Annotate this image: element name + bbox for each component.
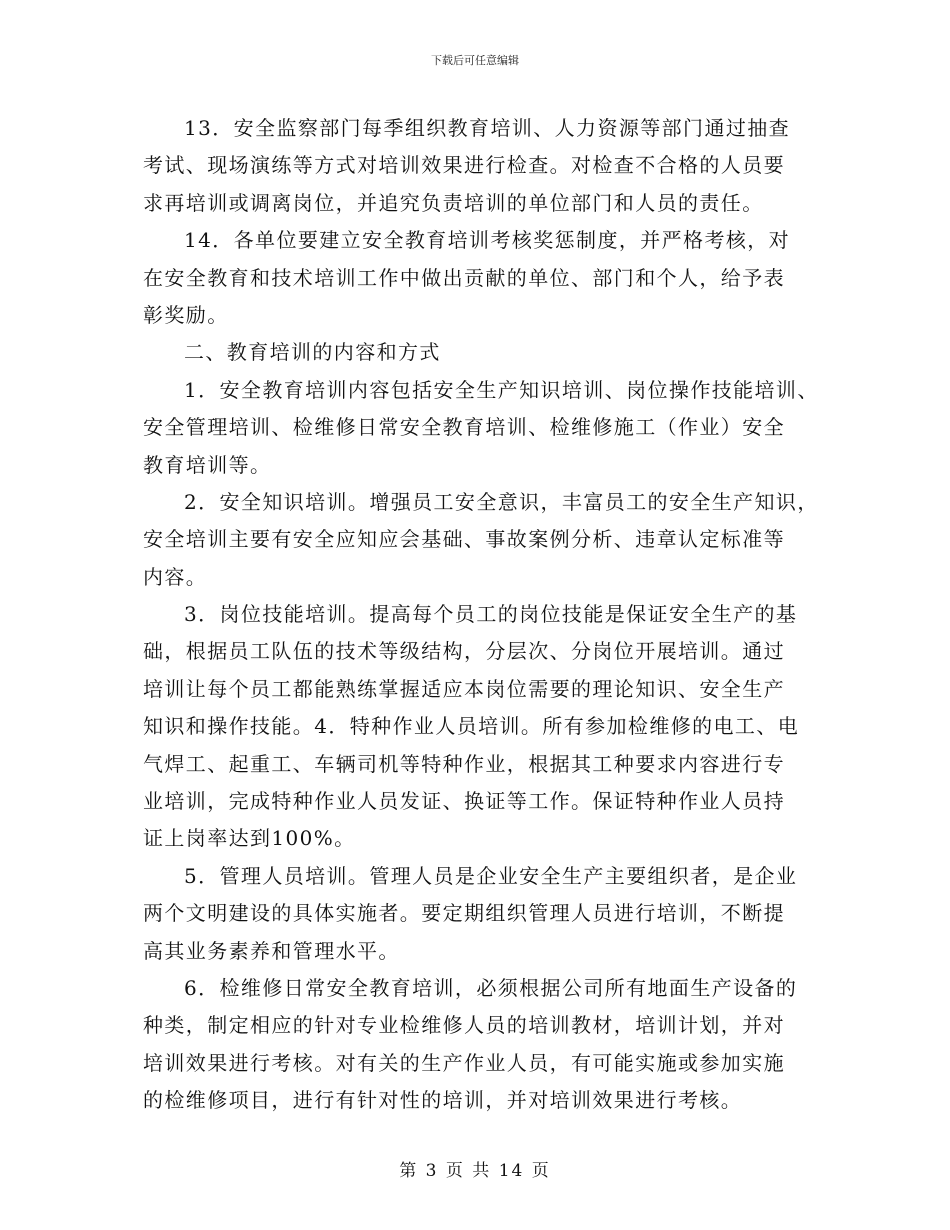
section-heading: 二、教育培训的内容和方式 [184, 340, 441, 365]
paragraph-line: 彰奖励。 [143, 302, 229, 327]
paragraph-line: 业培训，完成特种作业人员发证、换证等工作。保证特种作业人员持 [143, 789, 785, 814]
paragraph-line: 考试、现场演练等方式对培训效果进行检查。对检查不合格的人员要 [143, 153, 785, 178]
paragraph-line: 础，根据员工队伍的技术等级结构，分层次、分岗位开展培训。通过 [143, 639, 785, 664]
paragraph-line: 6．检维修日常安全教育培训，必须根据公司所有地面生产设备的 [184, 975, 798, 1000]
page-header: 下载后可任意编辑 [431, 54, 519, 67]
paragraph-line: 气焊工、起重工、车辆司机等特种作业，根据其工种要求内容进行专 [143, 751, 785, 776]
paragraph-line: 求再培训或调离岗位，并追究负责培训的单位部门和人员的责任。 [143, 190, 764, 215]
paragraph-line: 1．安全教育培训内容包括安全生产知识培训、岗位操作技能培训、 [184, 377, 819, 402]
page-number: 第 3 页 共 14 页 [399, 1161, 551, 1181]
paragraph-line: 14．各单位要建立安全教育培训考核奖惩制度，并严格考核，对 [184, 228, 791, 253]
paragraph-line: 教育培训等。 [143, 452, 272, 477]
paragraph-line: 知识和操作技能。4．特种作业人员培训。所有参加检维修的电工、电 [143, 714, 800, 739]
paragraph-line: 在安全教育和技术培训工作中做出贡献的单位、部门和个人，给予表 [143, 265, 785, 290]
body-text [143, 110, 823, 1120]
paragraph-line: 培训效果进行考核。对有关的生产作业人员，有可能实施或参加实施 [143, 1050, 785, 1075]
paragraph-line: 培训让每个员工都能熟练掌握适应本岗位需要的理论知识、安全生产 [143, 676, 785, 701]
paragraph-line: 种类，制定相应的针对专业检维修人员的培训教材，培训计划，并对 [143, 1013, 785, 1038]
paragraph-line: 证上岗率达到100%。 [143, 826, 356, 851]
paragraph-line: 13．安全监察部门每季组织教育培训、人力资源等部门通过抽查 [184, 116, 791, 140]
paragraph-line: 5．管理人员培训。管理人员是企业安全生产主要组织者，是企业 [184, 863, 798, 888]
paragraph-line: 安全管理培训、检维修日常安全教育培训、检维修施工（作业）安全 [143, 415, 785, 440]
paragraph-line: 的检维修项目，进行有针对性的培训，并对培训效果进行考核。 [143, 1088, 743, 1113]
paragraph-line: 2．安全知识培训。增强员工安全意识，丰富员工的安全生产知识， [184, 489, 819, 514]
paragraph-line: 高其业务素养和管理水平。 [143, 938, 400, 963]
paragraph-line: 3．岗位技能培训。提高每个员工的岗位技能是保证安全生产的基 [184, 602, 798, 627]
paragraph-line: 安全培训主要有安全应知应会基础、事故案例分析、违章认定标准等 [143, 527, 785, 552]
paragraph-line: 两个文明建设的具体实施者。要定期组织管理人员进行培训，不断提 [143, 901, 785, 926]
paragraph-line: 内容。 [143, 564, 208, 589]
